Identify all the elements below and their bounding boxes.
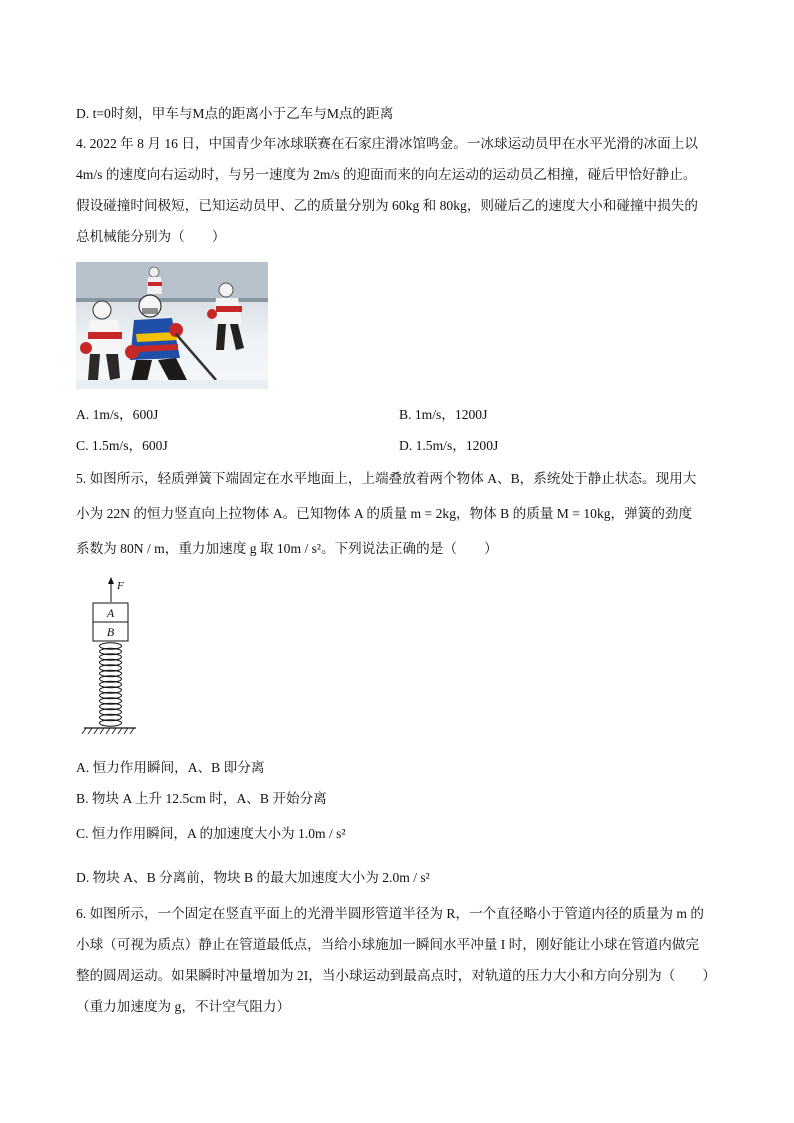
question-4-line-1: 4. 2022 年 8 月 16 日，中国青少年冰球联赛在石家庄滑冰馆鸣金。一冰球运动员甲在水平光滑的冰面上以: [76, 136, 698, 151]
spring: [100, 643, 122, 726]
question-5-line-1: 5. 如图所示，轻质弹簧下端固定在水平地面上，上端叠放着两个物体 A、B，系统处于静止状态。现用大: [76, 471, 697, 486]
question-5-option-d: D. 物块 A、B 分离前，物块 B 的最大加速度大小为 2.0m / s²: [76, 870, 430, 885]
question-4-option-d: D. 1.5m/s，1200J: [399, 438, 499, 453]
question-6-line-1: 6. 如图所示，一个固定在竖直平面上的光滑半圆形管道半径为 R，一个直径略小于管道内径的质量为 m 的: [76, 906, 704, 921]
spring-blocks-diagram: [80, 576, 150, 736]
question-4-line-3: 假设碰撞时间极短，已知运动员甲、乙的质量分别为 60kg 和 80kg，则碰后乙的速度大小和碰撞中损失的: [76, 198, 698, 213]
question-6-line-4: （重力加速度为 g，不计空气阻力）: [76, 999, 291, 1014]
block-b-label: B: [106, 625, 115, 639]
question-5-line-2: 小为 22N 的恒力竖直向上拉物体 A。已知物体 A 的质量 m = 2kg，物体 B 的质量 M = 10kg，弹簧的劲度: [76, 506, 693, 521]
question-5-line-3: 系数为 80N / m，重力加速度 g 取 10m / s²。下列说法正确的是（ ）: [76, 541, 498, 556]
question-4-line-2: 4m/s 的速度向右运动时，与另一速度为 2m/s 的迎面而来的向左运动的运动员乙相撞，碰后甲恰好静止。: [76, 167, 697, 182]
ground-hatching: [82, 728, 134, 734]
question-4-option-b: B. 1m/s，1200J: [399, 407, 488, 422]
question-6-line-2: 小球（可视为质点）静止在管道最低点，当给小球施加一瞬间水平冲量 I 时，刚好能让小球在管道内做完: [76, 937, 700, 952]
question-4-line-4: 总机械能分别为（ ）: [76, 229, 226, 244]
force-label: F: [117, 580, 124, 592]
question-6-line-3: 整的圆周运动。如果瞬时冲量增加为 2I，当小球运动到最高点时，对轨道的压力大小和方向分别为（ ）: [76, 968, 717, 983]
question-5-option-a: A. 恒力作用瞬间，A、B 即分离: [76, 760, 265, 775]
question-5-option-c: C. 恒力作用瞬间，A 的加速度大小为 1.0m / s²: [76, 826, 346, 841]
question-4-option-a: A. 1m/s，600J: [76, 407, 159, 422]
question-3-option-d: D. t=0时刻，甲车与M点的距离小于乙车与M点的距离: [76, 106, 394, 121]
block-a-label: A: [106, 606, 115, 620]
ice-hockey-photo: [76, 262, 268, 389]
question-4-option-c: C. 1.5m/s，600J: [76, 438, 168, 453]
question-5-option-b: B. 物块 A 上升 12.5cm 时，A、B 开始分离: [76, 791, 327, 806]
